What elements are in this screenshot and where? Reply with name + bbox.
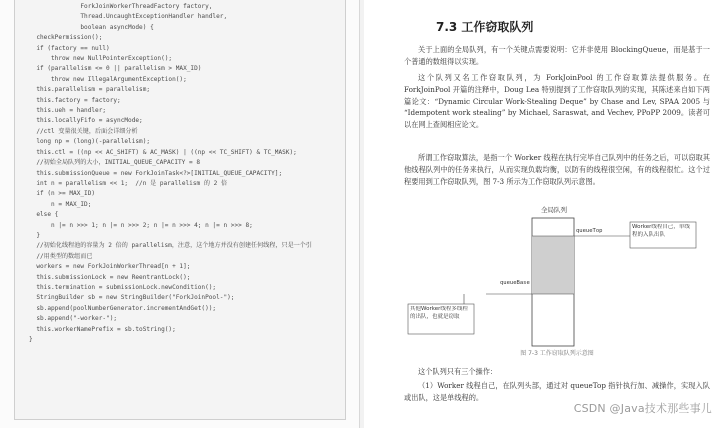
paragraph-2: 这个队列又名工作窃取队列，为 ForkJoinPool 的工作窃取算法提供服务。在 ForkJoinPool 开篇的注释中，Doug Lea 特别提到了工作窃取队列的实现，其陈述来自如下两篇论文：“Dynamic Circular Work-Stealing Deque” by Chase and Lev, SPAA 2005 与 “Idempotent work stealing” by Michael, Saraswat, and Vechev, PPoPP 2009。读者可以在网上查阅相应论文。 — [404, 73, 710, 130]
code-line: if (parallelism <= 0 || parallelism > MAX_ID) — [29, 65, 202, 73]
note-top-text: Worker线程自己，单线程的入队出队 — [632, 224, 690, 238]
code-line: } — [29, 336, 33, 343]
code-line: //ctl 变量很关键，后面会详细分析 — [29, 127, 138, 135]
code-line: n |= n >>> 1; n |= n >>> 2; n |= n >>> 4; n |= n >>> 8; — [29, 221, 253, 229]
code-line: this.ueh = handler; — [29, 107, 107, 115]
code-line: this.submissionQueue = new ForkJoinTask<?>[INITIAL_QUEUE_CAPACITY]; — [29, 169, 283, 177]
code-line: this.factory = factory; — [29, 96, 121, 104]
code-line: if (n >= MAX_ID) — [29, 190, 96, 198]
note-bottom-text: 其他Worker线程多线程的出队，也就是窃取 — [410, 306, 468, 320]
code-line: int n = parallelism << 1; //n 是 parallelism 的 2 倍 — [29, 179, 228, 187]
code-line: sb.append("-worker-"); — [29, 315, 118, 323]
code-line: ForkJoinWorkerThreadFactory factory, — [29, 3, 213, 10]
section-title: 7.3 工作窃取队列 — [436, 20, 534, 34]
queue-filled-region — [532, 236, 574, 294]
code-line: sb.append(poolNumberGenerator.incrementAndGet()); — [29, 304, 217, 312]
queue-top-label: queueTop — [576, 228, 603, 234]
code-line: //初始全局队列的大小，INITIAL_QUEUE_CAPACITY = 8 — [29, 159, 200, 167]
code-line: this.termination = submissionLock.newCondition(); — [29, 283, 217, 291]
code-line: boolean asyncMode) { — [29, 23, 154, 31]
code-line: this.parallelism = parallelism; — [29, 86, 151, 94]
code-line: } — [29, 231, 41, 239]
code-line: this.locallyFifo = asyncMode; — [29, 117, 143, 125]
paragraph-5: （1）Worker 线程自己，在队列头部，通过对 queueTop 指针执行加、减操作，实现入队或出队，这是单线程的。 — [404, 381, 710, 402]
code-line: StringBuilder sb = new StringBuilder("ForkJoinPool-"); — [29, 294, 235, 302]
code-line: throw new NullPointerException(); — [29, 55, 173, 63]
code-line: //用类型的数组而已 — [29, 252, 93, 260]
code-line: long np = (long)(-parallelism); — [29, 138, 151, 146]
paragraph-3: 所谓工作窃取算法，是指一个 Worker 线程在执行完毕自己队列中的任务之后，可以窃取其他线程队列中的任务来执行，从而实现负载均衡，以防有的线程很空闲，有的线程很忙。这个过程要用到工作窃取队列，图 7-3 所示为工作窃取队列示意图。 — [404, 153, 710, 186]
paragraph-4: 这个队列只有三个操作： — [418, 367, 498, 376]
code-line: workers = new ForkJoinWorkerThread[n + 1]; — [29, 263, 191, 271]
code-line: Thread.UncaughtExceptionHandler handler, — [29, 13, 228, 21]
code-listing — [14, 0, 346, 420]
code-line: checkPermission(); — [29, 34, 103, 42]
figure-caption: 图 7-3 工作窃取队列示意图 — [520, 350, 594, 357]
note-top — [632, 224, 694, 248]
text-page — [364, 0, 720, 428]
code-line: this.ctl = ((np << AC_SHIFT) & AC_MASK) | ((np << TC_SHIFT) & TC_MASK); — [29, 148, 297, 156]
code-line: this.submissionLock = new ReentrantLock(); — [29, 273, 191, 281]
note-bottom — [410, 306, 472, 334]
code-line: this.workerNamePrefix = sb.toString(); — [29, 325, 176, 333]
watermark: CSDN @Java技术那些事儿 — [573, 402, 712, 415]
code-line: //初始化线程池的容量为 2 倍的 parallelism，注意，这个地方并没有创建任何线程，只是一个引 — [29, 242, 312, 250]
work-stealing-figure — [404, 198, 710, 360]
code-line: throw new IllegalArgumentException(); — [29, 75, 187, 83]
paragraph-1: 关于上面的全局队列，有一个关键点需要说明：它并非使用 BlockingQueue，而是基于一个普通的数组得以实现。 — [404, 45, 710, 66]
code-line: else { — [29, 211, 59, 219]
code-line: if (factory == null) — [29, 44, 110, 52]
queue-diagram — [404, 198, 710, 348]
queue-base-label: queueBase — [500, 280, 530, 286]
global-queue-label: 全局队列 — [541, 206, 567, 214]
code-line: n = MAX_ID; — [29, 200, 92, 208]
